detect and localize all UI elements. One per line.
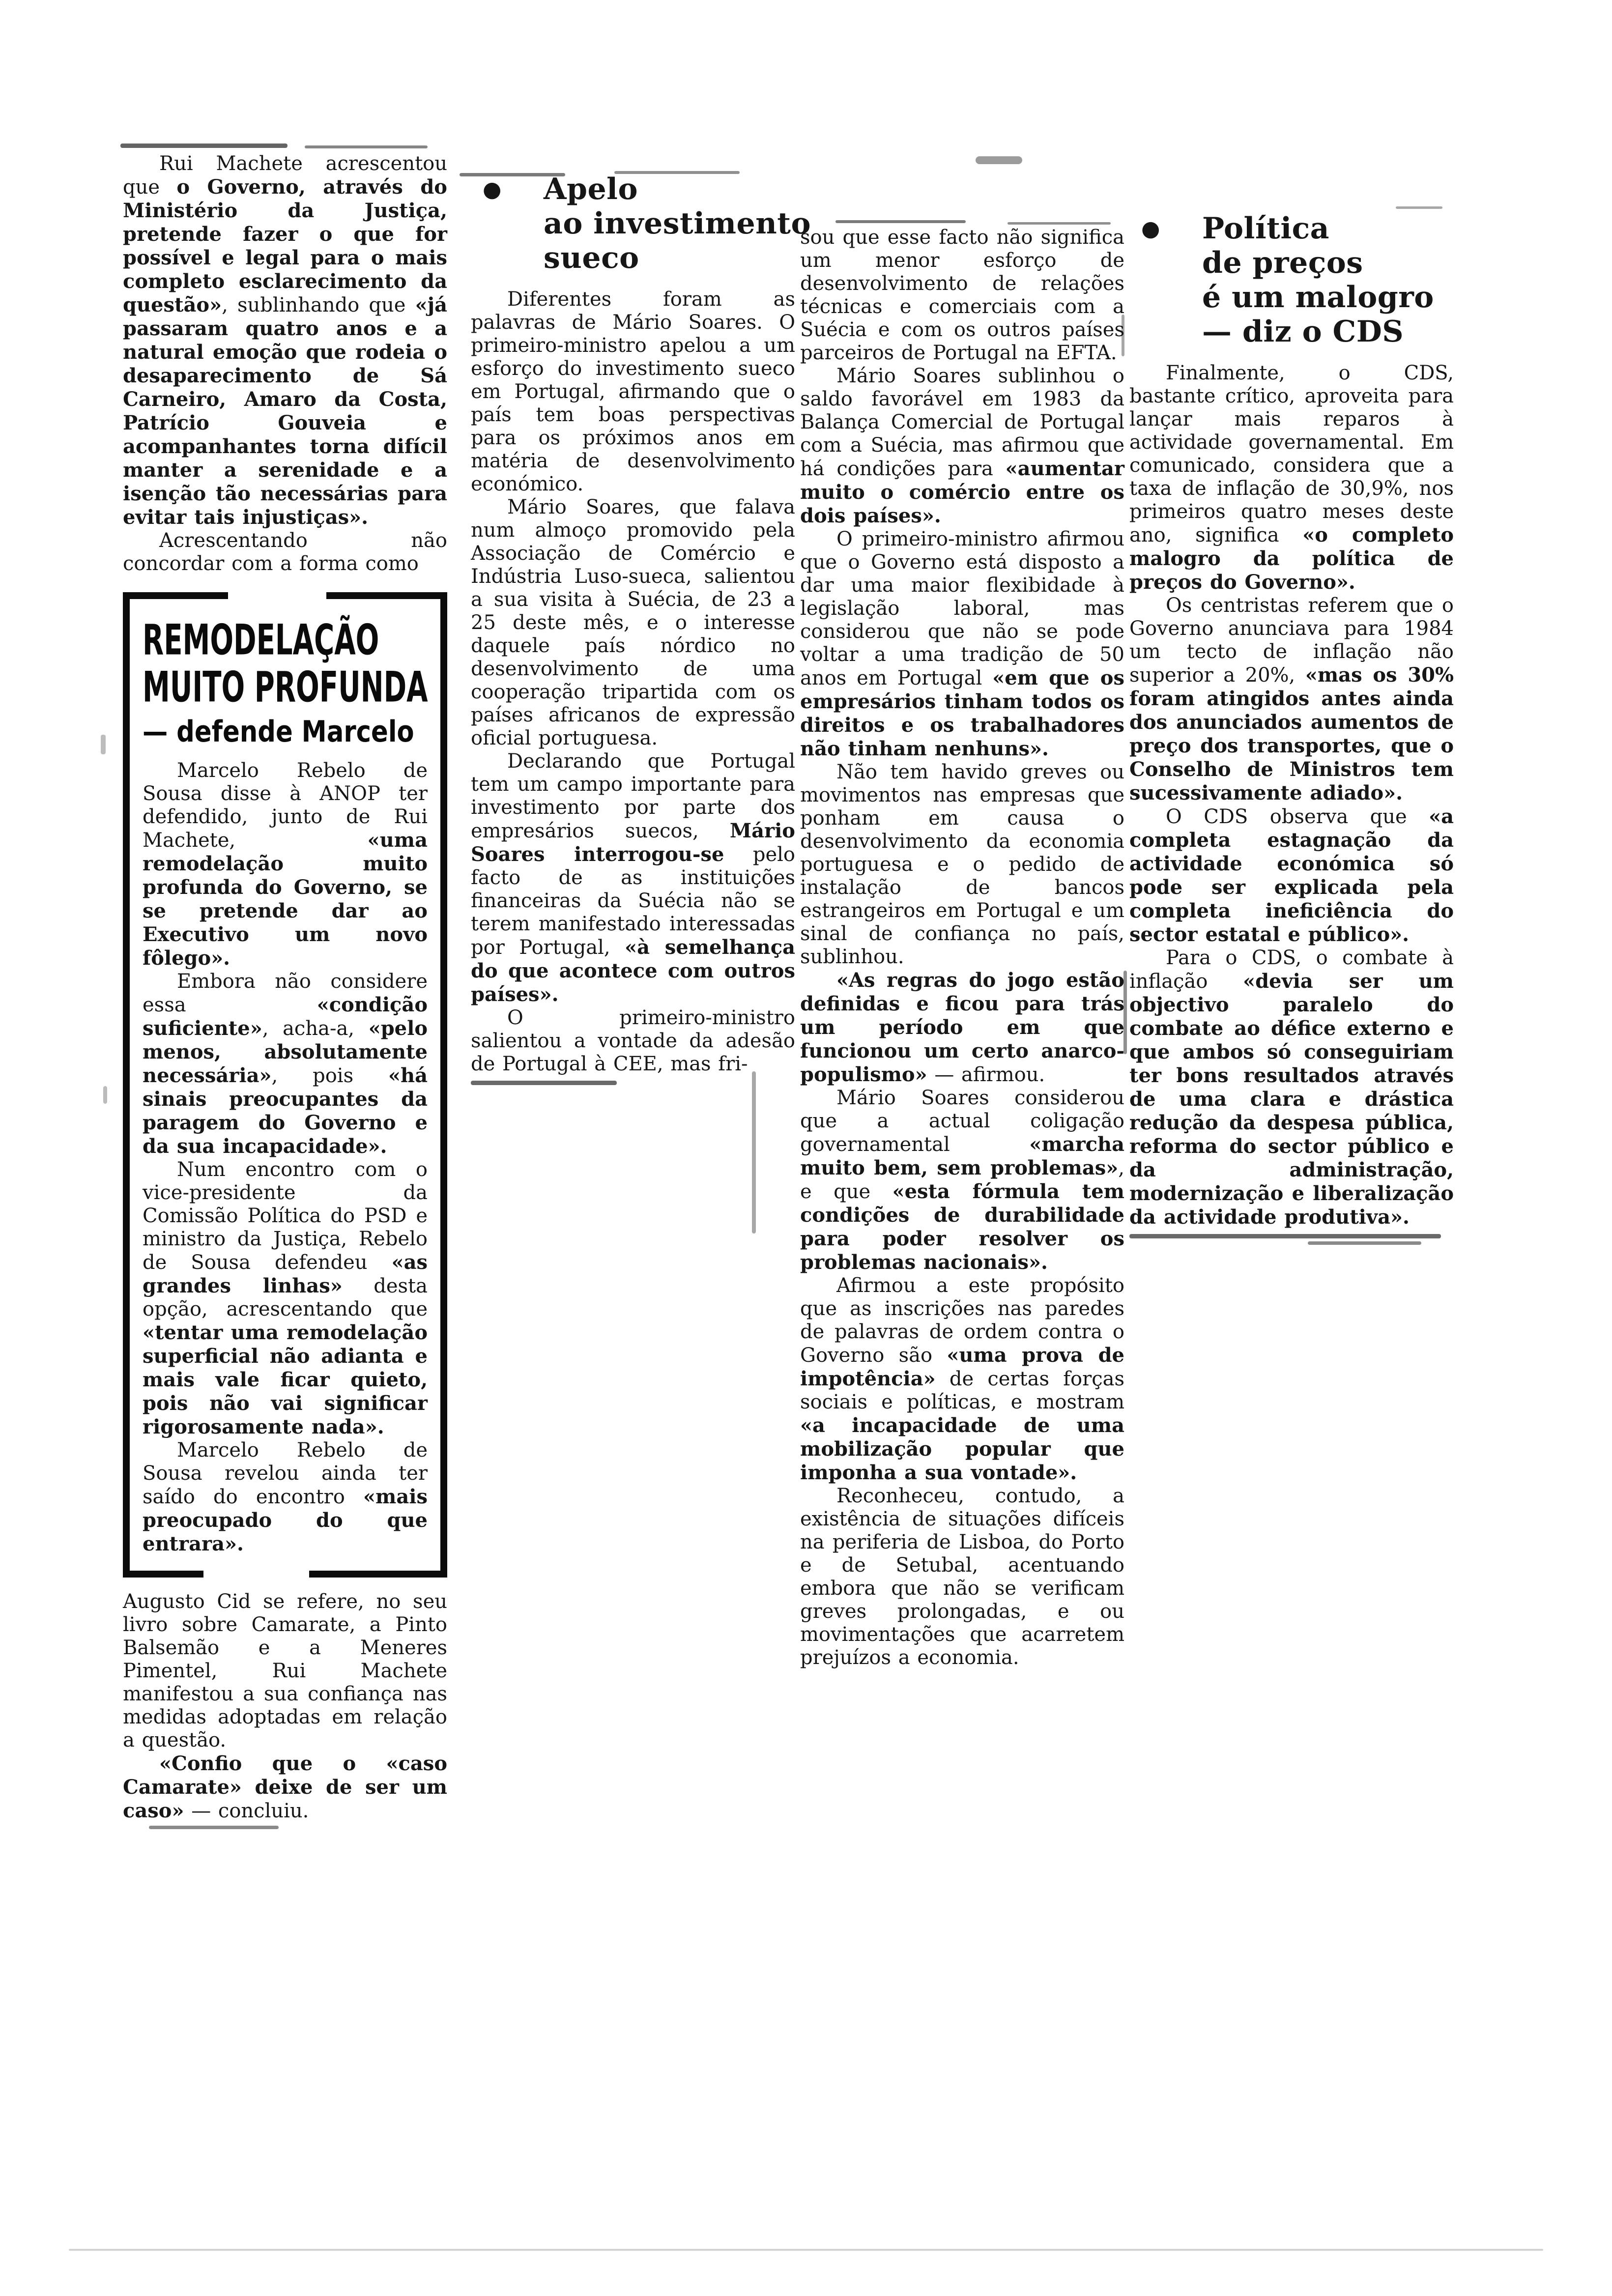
box-headline-line1: REMODELAÇÃO [143,615,379,665]
body-text: Reconheceu, contudo, a existência de situações difíceis na periferia de Lisboa, do Porto e de Setubal, acentuando embora que não se verificam greves prolongadas, e ou movimentações que acarretem prejuízos a economia. [800,1485,1124,1669]
scan-artifact [120,144,288,148]
body-text: Finalmente, o CDS, bastante crítico, aproveita para lançar mais reparos à actividade governamental. Em comunicado, considera que a taxa de inflação de 30,9%, nos primeiros quatro meses deste ano, significa [1129,362,1454,546]
scan-artifact [1308,1241,1421,1245]
article-column-3 [800,226,1124,1669]
box-border-gap-top [228,592,326,599]
body-paragraph [800,1274,1124,1485]
quoted-bold-text: «mas os 30% foram atingidos antes ainda dos anunciados aumentos de preço dos transportes, que o Conselho de Ministros tem sucessivamente adiado». [1129,663,1454,804]
box-headline-line2: MUITO PROFUNDA [143,662,428,712]
quoted-bold-text: «condição suficiente» [143,993,428,1040]
body-text: O CDS observa que [1166,805,1429,828]
quoted-bold-text: «já passaram quatro anos e a natural emoção que rodeia o desaparecimento de Sá Carneiro, Amaro da Costa, Patrício Gouveia e acompanhantes torna difícil manter a serenidade e a isenção tão necessárias para evitar tais injustiças». [123,293,447,529]
headline-lines [544,172,811,275]
headline-lines [1202,211,1454,349]
body-paragraph [800,226,1124,365]
col4-paragraphs [1129,362,1454,1229]
body-paragraph [123,152,447,529]
boxed-article [123,592,447,1578]
body-paragraph [1129,362,1454,594]
col2-paragraphs [471,288,795,1076]
scan-artifact [69,2249,1543,2251]
body-text: Num encontro com o vice-presidente da Comissão Política do PSD e ministro da Justiça, Rebelo de Sousa defendeu [143,1158,428,1274]
body-paragraph [143,759,428,970]
scan-artifact [1129,1234,1441,1238]
bullet-icon: ● [483,177,502,202]
quoted-bold-text: «em que os empresários tinham todos os direitos e os trabalhadores não tinham nenhuns». [800,666,1124,760]
quoted-bold-text: o Governo, através do Ministério da Justiça, pretende fazer o que for possível e legal para o mais completo esclarecimento da questão» [123,175,447,316]
quoted-bold-text: «pelo menos, absolutamente necessária» [143,1017,428,1087]
body-text: , pois [271,1064,388,1087]
quoted-bold-text: «a incapacidade de uma mobilização popular que imponha a sua vontade». [800,1414,1124,1484]
body-text: Declarando que Portugal tem um campo importante para investimento por parte dos empresários suecos, [471,750,795,842]
scan-artifact [835,220,966,223]
body-text: de certas forças sociais e políticas, e mostram [800,1368,1124,1413]
col3-paragraphs [800,226,1124,1669]
scan-artifact [101,735,106,754]
body-text: Os centristas referem que o Governo anunciava para 1984 um tecto de inflação não superior a 20%, [1129,594,1454,687]
body-text: , acha-a, [262,1017,369,1040]
body-paragraph [471,1006,795,1076]
body-paragraph [1129,805,1454,947]
body-text: — concluiu. [184,1800,309,1822]
quoted-bold-text: «uma remodelação muito profunda do Governo, se se pretende dar ao Executivo um novo fôlego». [143,829,428,970]
body-text: Marcelo Rebelo de Sousa disse à ANOP ter defendido, junto de Rui Machete, [143,759,428,852]
quoted-bold-text: «mais preocupado do que entrara». [143,1485,428,1555]
quoted-bold-text: «as grandes linhas» [143,1251,428,1297]
article-column-2 [471,172,811,1085]
body-text: Embora não considere essa [143,970,428,1016]
quoted-bold-text: «tentar uma remodelação superficial não adianta e mais vale ficar quieto, pois não vai significar rigorosamente nada». [143,1321,428,1438]
body-text: Mário Soares, que falava num almoço promovido pela Associação de Comércio e Indústria Luso-sueca, salientou a sua visita à Suécia, de 23 a 25 deste mês, e o interesse daquele país nórdico no desenvolvimento de uma cooperação tripartida com os países africanos de expressão oficial portuguesa. [471,496,795,749]
body-text: Para o CDS, o combate à inflação [1129,947,1454,993]
body-text: — afirmou. [927,1063,1045,1086]
body-text: sou que esse facto não significa um menor esforço de desenvolvimento de relações técnicas e comerciais com a Suécia e com os outros países parceiros de Portugal na EFTA. [800,226,1124,364]
article-column-4 [1129,211,1454,1245]
quoted-bold-text: «devia ser um objectivo paralelo do combate ao défice externo e que ambos só conseguiriam ter bons resultados através de uma clara e drástica redução da despesa pública, reforma do sector público e da administração, modernização e liberalização da actividade produtiva». [1129,970,1454,1229]
headline-line: sueco [544,241,639,275]
body-paragraph [800,365,1124,528]
scan-artifact [1396,206,1442,209]
body-text: , e que [800,1157,1124,1203]
body-paragraph [143,970,428,1158]
quoted-bold-text: Mário Soares interrogou-se [471,819,795,866]
body-text: Rui Machete acrescentou que [123,152,447,199]
article-headline-cds [1129,211,1454,349]
body-text: desta opção, acrescentando que [143,1275,428,1320]
box-paragraphs [143,759,428,1556]
body-text: , sublinhando que [222,294,415,316]
quoted-bold-text: «o completo malogro da política de preços do Governo». [1129,523,1454,594]
body-text: Diferentes foram as palavras de Mário Soares. O primeiro-ministro apelou a um esforço do investimento sueco em Portugal, afirmando que o país tem boas perspectivas para os próximos anos em matéria de desenvolvimento económico. [471,288,795,495]
headline-line: é um malogro [1202,280,1434,315]
body-text: pelo facto de as instituições financeiras da Suécia não se terem manifestado interessadas por Portugal, [471,843,795,959]
headline-line: ao investimento [544,206,811,241]
quoted-bold-text: «As regras do jogo estão definidas e ficou para trás um período em que funcionou um certo anarco-populismo» [800,969,1124,1086]
body-paragraph [1129,947,1454,1229]
body-paragraph [471,750,795,1006]
quoted-bold-text: «esta fórmula tem condições de durabilidade para poder resolver os problemas nacionais». [800,1180,1124,1274]
body-paragraph [123,1590,447,1752]
body-paragraph [800,1485,1124,1669]
body-paragraph [143,1158,428,1439]
scan-artifact [1008,222,1111,225]
scan-artifact [305,145,428,148]
box-border-gap-bottom [203,1571,309,1578]
headline-line: Apelo [544,172,638,206]
scan-artifact [103,1086,107,1104]
body-text: Mário Soares sublinhou o saldo favorável em 1983 da Balança Comercial de Portugal com a Suécia, mas afirmou que há condições para [800,365,1124,480]
bullet-icon: ● [1141,216,1160,241]
headline-line: — diz o CDS [1202,315,1404,349]
body-paragraph [800,969,1124,1087]
scan-artifact [149,1826,279,1829]
body-text: Mário Soares considerou que a actual coligação governamental [800,1087,1124,1156]
body-text: Não tem havido greves ou movimentos nas empresas que ponham em causa o desenvolvimento da economia portuguesa e o pedido de instalação de bancos estrangeiros em Portugal e um sinal de confiança no país, sublinhou. [800,761,1124,968]
body-paragraph [800,528,1124,761]
headline-line: de preços [1202,246,1363,280]
body-text: O primeiro-ministro salientou a vontade da adesão de Portugal à CEE, mas fri- [471,1006,795,1075]
body-text: Acrescentando não concordar com a forma como [123,529,447,575]
scan-artifact [976,156,1022,164]
body-paragraph [123,529,447,575]
headline-line: Política [1202,211,1330,246]
quoted-bold-text: «a completa estagnação da actividade económica só pode ser explicada pela completa ineficiência do sector estatal e público». [1129,805,1454,946]
body-paragraph [471,496,795,750]
quoted-bold-text: «Confio que o «caso Camarate» deixe de ser um caso» [123,1752,447,1822]
article-column-1 [123,152,447,1829]
article-headline-sweden [471,172,811,275]
body-paragraph [143,1439,428,1556]
quoted-bold-text: «uma prova de impotência» [800,1344,1124,1390]
body-text: Marcelo Rebelo de Sousa revelou ainda ter saído do encontro [143,1439,428,1508]
col1-top-paragraphs [123,152,447,575]
box-subheadline: — defende Marcelo [143,714,414,749]
body-text: Afirmou a este propósito que as inscrições nas paredes de palavras de ordem contra o Governo são [800,1274,1124,1367]
body-paragraph [471,288,795,496]
scan-artifact [471,1081,617,1085]
quoted-bold-text: «há sinais preocupantes da paragem do Governo e da sua incapacidade». [143,1064,428,1158]
body-paragraph [800,1087,1124,1274]
quoted-bold-text: «aumentar muito o comércio entre os dois países». [800,457,1124,527]
body-paragraph [123,1752,447,1823]
body-text: O primeiro-ministro afirmou que o Governo está disposto a dar uma maior flexibidade à legislação laboral, mas considerou que não se pode voltar a uma tradição de 50 anos em Portugal [800,528,1124,689]
body-paragraph [1129,594,1454,805]
quoted-bold-text: «à semelhança do que acontece com outros países». [471,936,796,1006]
body-paragraph [800,761,1124,969]
body-text: Augusto Cid se refere, no seu livro sobre Camarate, a Pinto Balsemão e a Meneres Pimentel, Rui Machete manifestou a sua confiança nas medidas adoptadas em relação a questão. [123,1590,447,1751]
scan-artifact [752,1071,756,1234]
quoted-bold-text: «marcha muito bem, sem problemas» [800,1133,1124,1179]
col1-bottom-paragraphs [123,1590,447,1823]
